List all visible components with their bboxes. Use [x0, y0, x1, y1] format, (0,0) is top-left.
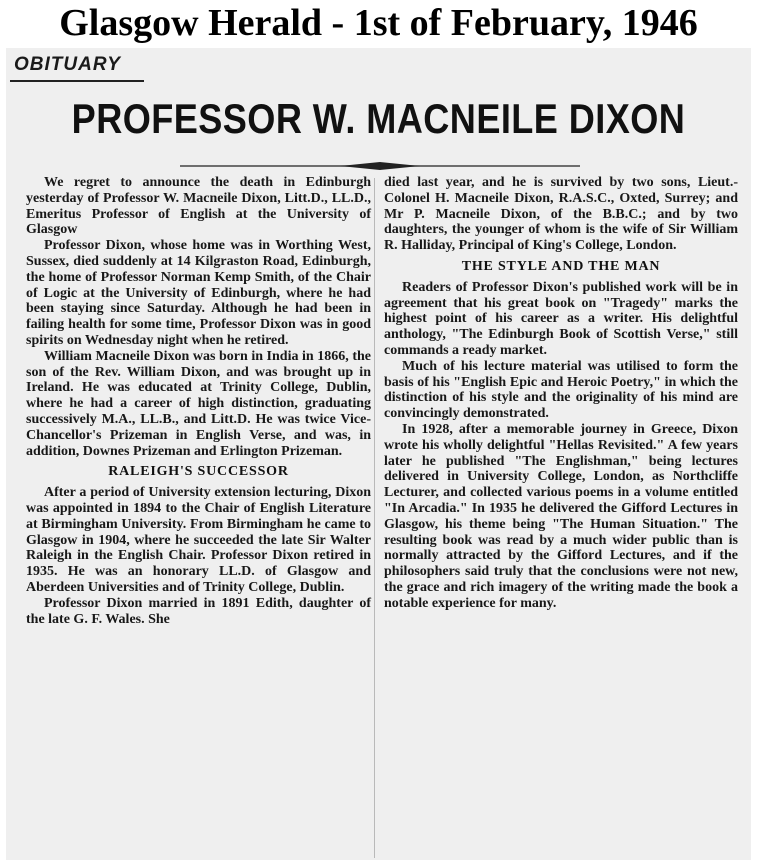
- paragraph-marriage: Professor Dixon married in 1891 Edith, daughter of the late G. F. Wales. She: [26, 595, 371, 627]
- subhead-raleighs-successor: RALEIGH'S SUCCESSOR: [108, 464, 289, 480]
- newspaper-clipping: [6, 48, 751, 860]
- paragraph-career: After a period of University extension lecturing, Dixon was appointed in 1894 to the Chair of English Literature at Birmingham University. From Birmingham he came to Glasgow in 1904, where he succeeded the late Sir Walter Raleigh in the English Chair. Professor Dixon retired in 1935. He was an honorary LL.D. of Glasgow and Aberdeen Universities and of Trinity College, Dublin.: [26, 485, 371, 595]
- article-column-right: [384, 175, 738, 612]
- paragraph-death-details: Professor Dixon, whose home was in Worthing West, Sussex, died suddenly at 14 Kilgraston Road, Edinburgh, the home of Professor Norman Kemp Smith, of the Chair of Logic at the University of Edinburgh, where he had been staying since Saturday. Although he had been in failing health for some time, Professor Dixon was in good spirits on Wednesday night when he retired.: [26, 238, 371, 348]
- kicker-underline: [10, 80, 144, 82]
- paragraph-announcement: We regret to announce the death in Edinburgh yesterday of Professor W. Macneile Dixon, Litt.D., LL.D., Emeritus Professor of English at the University of Glasgow: [26, 175, 371, 238]
- page-banner-title: Glasgow Herald - 1st of February, 1946: [59, 2, 698, 44]
- subhead-style-and-man: THE STYLE AND THE MAN: [461, 258, 661, 274]
- paragraph-later-works: In 1928, after a memorable journey in Greece, Dixon wrote his wholly delightful "Hellas Revisited." A few years later he published "The Englishman," being lectures delivered in University College, London, as Northcliffe Lecturer, and collected various poems in a volume entitled "In Arcadia." In 1935 he delivered the Gifford Lectures in Glasgow, his theme being "The Human Situation." The resulting book was read by a much wider public than is normally attracted by the Gifford Lectures, and if the philosophers said truly that the conclusions were not new, the grace and rich imagery of the writing made the book a notable experience for many.: [384, 421, 738, 611]
- paragraph-family: died last year, and he is survived by two sons, Lieut.-Colonel H. Macneile Dixon, R.A.S.C., Oxted, Surrey; and Mr P. Macneile Dixon, of the B.B.C.; and by two daughters, the younger of whom is the wife of Sir William R. Halliday, Principal of King's College, London.: [384, 175, 738, 254]
- section-kicker: OBITUARY: [14, 54, 121, 75]
- paragraph-epic-poetry: Much of his lecture material was utilised to form the basis of his "English Epic and Heroic Poetry," in which the distinction of his style and the originality of his mind are convincingly demonstrated.: [384, 358, 738, 422]
- article-column-left: [26, 175, 371, 627]
- paragraph-tragedy: Readers of Professor Dixon's published work will be in agreement that his great book on "Tragedy" marks the highest point of his career as a writer. His delightful anthology, "The Edinburgh Book of Scottish Verse," still commands a ready market.: [384, 279, 738, 358]
- paragraph-early-life: William Macneile Dixon was born in India in 1866, the son of the Rev. William Dixon, and was brought up in Ireland. He was educated at Trinity College, Dublin, where he had a career of high distinction, graduating successively M.A., LL.B., and Litt.D. He was twice Vice-Chancellor's Prizeman in English Verse, and was, in addition, Downes Prizeman and Erlington Prizeman.: [26, 348, 371, 459]
- article-headline: PROFESSOR W. MACNEILE DIXON: [71, 95, 686, 142]
- column-divider: [374, 178, 375, 858]
- headline-ornament-rule: [180, 161, 580, 171]
